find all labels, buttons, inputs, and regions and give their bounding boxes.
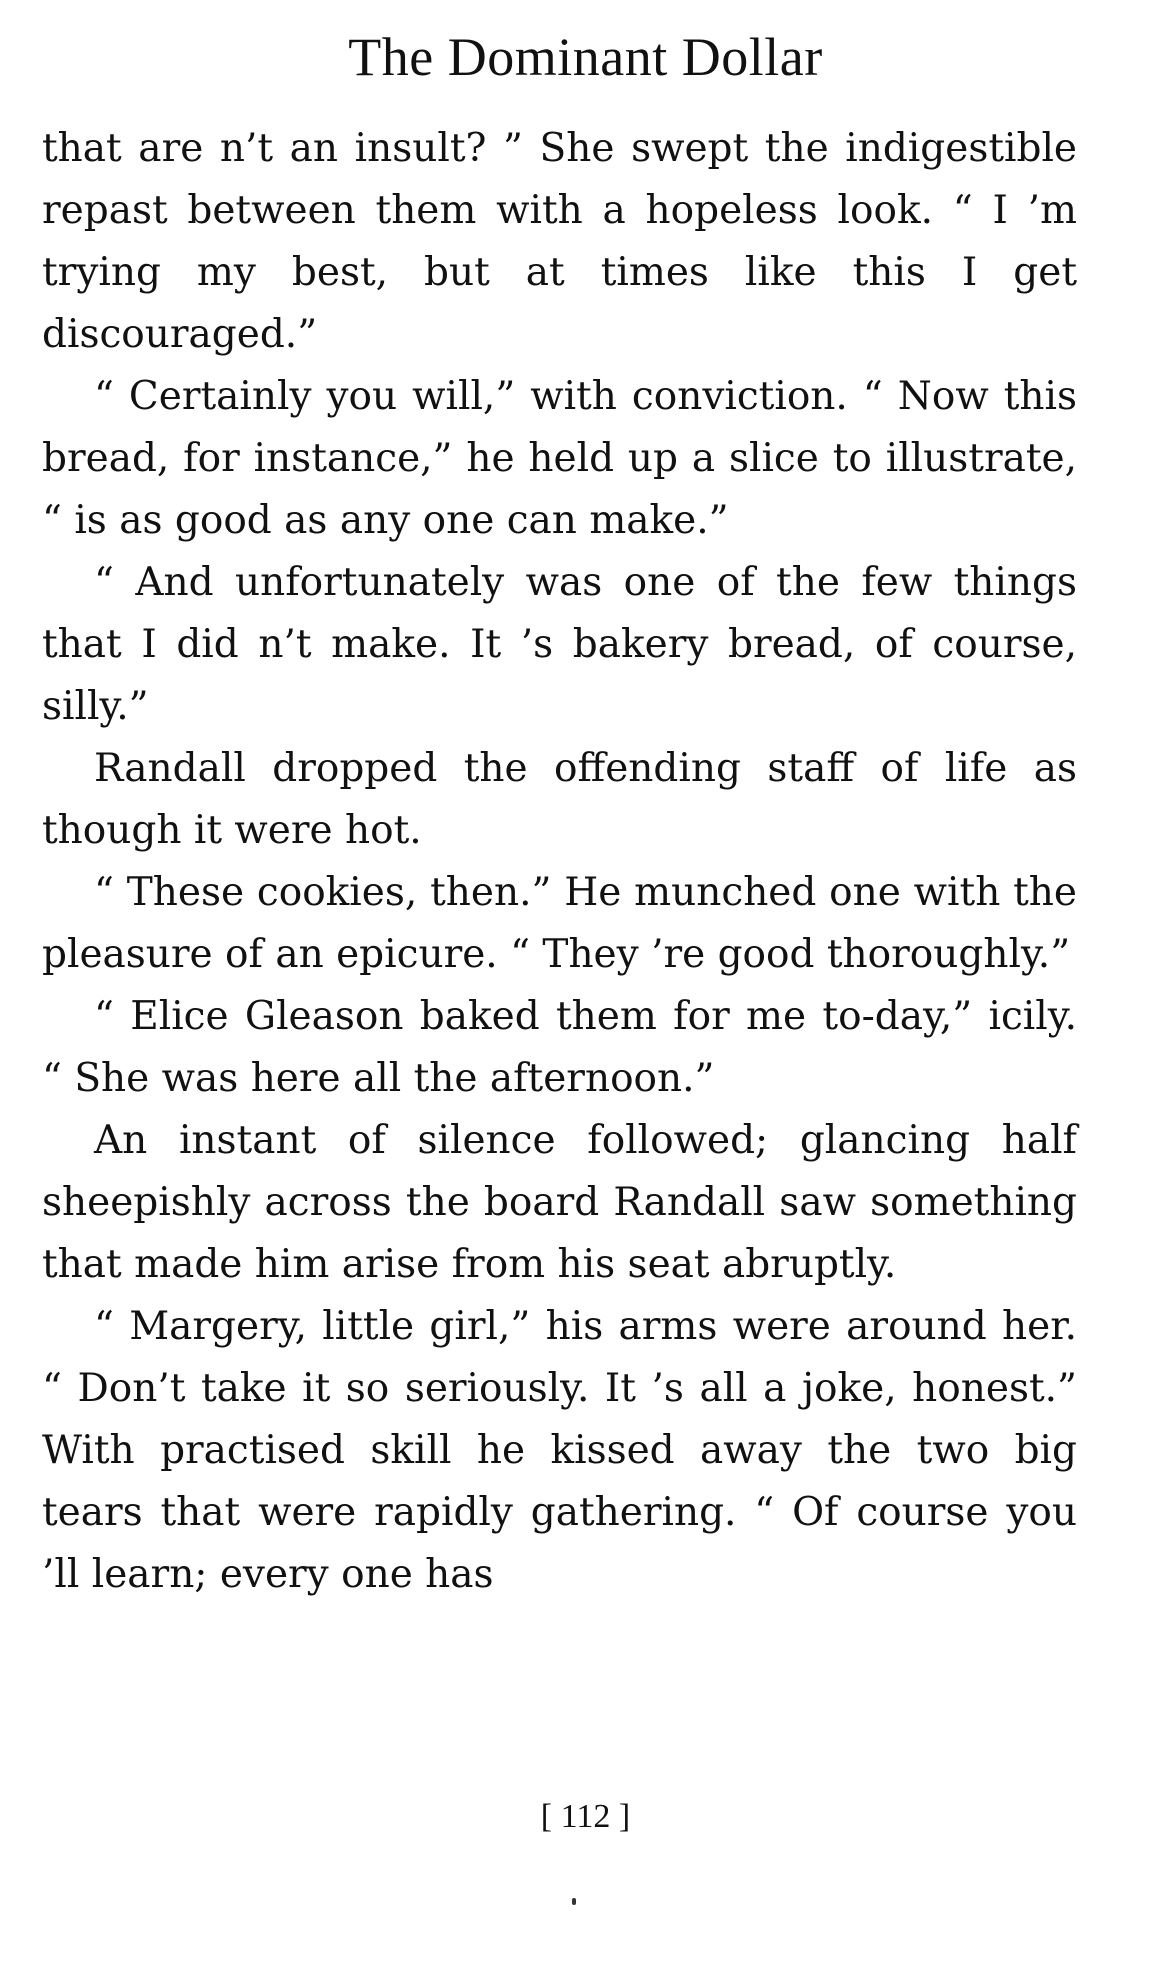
paragraph: “ Certainly you will,” with conviction. “ Now this bread, for instance,” he held up a slice to illustrate, “ is as good as any one can make.” xyxy=(42,374,1077,543)
paragraph-continued: that are n’t an insult? ” She swept the indigestible repast between them with a hopeless look. “ I ’m trying my best, but at times like this I get discouraged.” xyxy=(42,126,1077,357)
paragraph: “ These cookies, then.” He munched one with the pleasure of an epicure. “ They ’re good thoroughly.” xyxy=(42,870,1077,977)
paragraph: An instant of silence followed; glancing half sheepishly across the board Randall saw something that made him arise from his seat abruptly. xyxy=(42,1118,1077,1287)
paragraph: “ Margery, little girl,” his arms were around her. “ Don’t take it so seriously. It ’s all a joke, honest.” With practised skill he kissed away the two big tears that were rapidly gathering. “ Of course you ’ll learn; every one has xyxy=(42,1304,1077,1597)
paragraph: “ Elice Gleason baked them for me to-day,” icily. “ She was here all the afternoon.” xyxy=(42,994,1077,1101)
paragraph: “ And unfortunately was one of the few things that I did n’t make. It ’s bakery bread, of course, silly.” xyxy=(42,560,1077,729)
body-text xyxy=(42,118,1077,1606)
page-number: [ 112 ] xyxy=(540,1798,631,1835)
paragraph: Randall dropped the offending staff of life as though it were hot. xyxy=(42,746,1077,853)
running-head-title: The Dominant Dollar xyxy=(348,27,823,87)
print-speck xyxy=(572,1898,576,1905)
